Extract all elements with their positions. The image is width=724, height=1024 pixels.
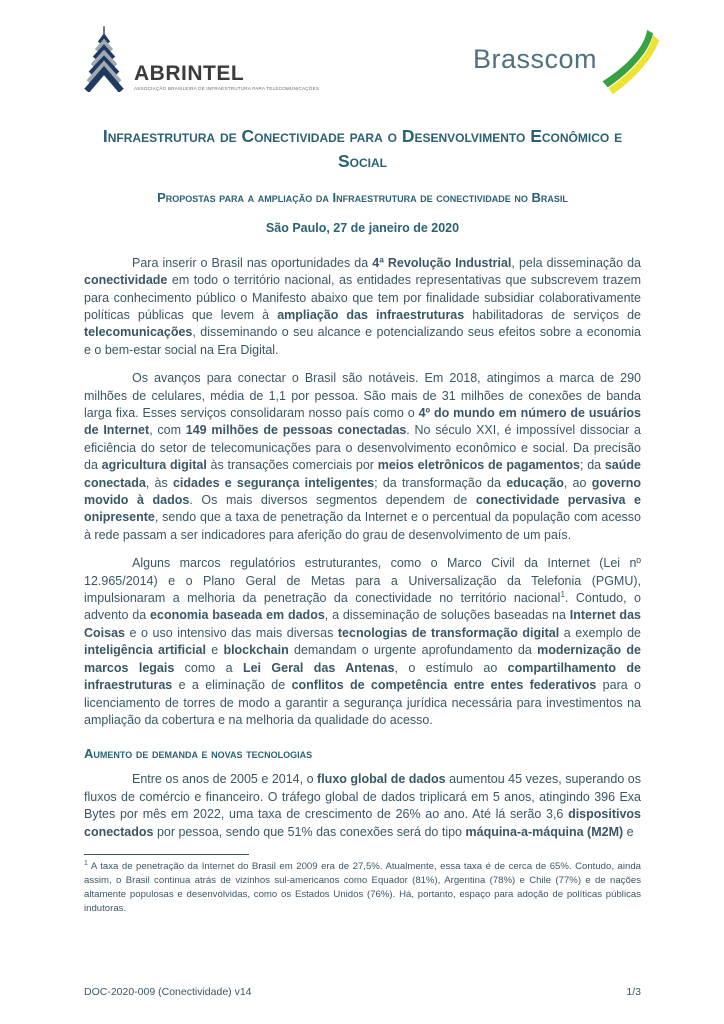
logo-row <box>78 26 661 108</box>
abrintel-wordmark: ABRINTEL <box>134 62 245 85</box>
footnote-separator <box>84 854 249 855</box>
page-title: Infraestrutura de Conectividade para o Desenvolvimento Econômico e Social <box>102 126 623 172</box>
section-heading: Aumento de demanda e novas tecnologias <box>84 746 313 762</box>
abrintel-tagline: ASSOCIAÇÃO BRASILEIRA DE INFRAESTRUTURA PARA TELECOMUNICAÇÕES <box>134 86 320 91</box>
document-body <box>84 255 641 841</box>
paragraph-2: Os avanços para conectar o Brasil são notáveis. Em 2018, atingimos a marca de 290 milhões de celulares, média de 1,1 por pessoa. São mais de 31 milhões de conexões de banda larga fixa. Esses serviços consolidaram nosso país como o 4º do mundo em número de usuários de Internet, com 149 milhões de pessoas conectadas. No século XXI, é impossível dissociar a eficiência do setor de telecomunicações para o desenvolvimento econômico e social. Da precisão da agricultura digital às transações comerciais por meios eletrônicos de pagamentos; da saúde conectada, às cidades e segurança inteligentes; da transformação da educação, ao governo movido à dados. Os mais diversos segmentos dependem de conectividade pervasiva e onipresente, sendo que a taxa de penetração da Internet e o percentual da população com acesso à rede passam a ser indicadores para aferição do grau de desenvolvimento de um país. <box>84 371 642 542</box>
paragraph-4: Entre os anos de 2005 e 2014, o fluxo global de dados aumentou 45 vezes, superando os fluxos de comércio e financeiro. O tráfego global de dados triplicará em 5 anos, atingindo 396 Exa Bytes por mês em 2022, uma taxa de crescimento de 26% ao ano. Até lá serão 3,6 dispositivos conectados por pessoa, sendo que 51% das conexões será do tipo máquina-a-máquina (M2M) e <box>84 772 641 839</box>
page-subtitle: Propostas para a ampliação da Infraestrutura de conectividade no Brasil <box>157 189 568 205</box>
page-footer <box>84 986 641 998</box>
paragraph-1: Para inserir o Brasil nas oportunidades da 4ª Revolução Industrial, pela disseminação da conectividade em todo o território nacional, as entidades representativas que subscrevem trazem para conhecimento público o Manifesto abaixo que tem por finalidade subsidiar colaborativamente políticas públicas que levem à ampliação das infraestruturas habilitadoras de serviços de telecomunicações, disseminando o seu alcance e potencializando seus efeitos sobre a economia e o bem-estar social na Era Digital. <box>84 255 642 357</box>
abrintel-tower-icon <box>78 26 130 97</box>
paragraph-3: Alguns marcos regulatórios estruturantes, como o Marco Civil da Internet (Lei nº 12.965/2014) e o Plano Geral de Metas para a Universalização da Telefonia (PGMU), impulsionaram a melhoria da penetração da conectividade no território nacional$^1$. Contudo, o advento da economia baseada em dados, a disseminação de soluções baseadas na Internet das Coisas e o uso intensivo das mais diversas tecnologias de transformação digital a exemplo de inteligência artificial e blockchain demandam o urgente aprofundamento da modernização de marcos legais como a Lei Geral das Antenas, o estímulo ao compartilhamento de infraestruturas e a eliminação de conflitos de competência entre entes federativos para o licenciamento de torres de modo a garantir a segurança jurídica necessária para investimentos na ampliação da cobertura e na melhoria da qualidade do acesso. <box>84 556 641 727</box>
footnote-text: $^1$ A taxa de penetração da Internet do Brasil em 2009 era de 27,5%. Atualmente, essa taxa é de cerca de 65%. Contudo, ainda assim, o Brasil continua atrás de vizinhos sul-americanos como Equador (81%), Argentina (78%) e Chile (77%) e de nações altamente populosas e desenvolvidas, como os Estados Unidos (76%). Há, portanto, espaço para adoção de políticas públicas indutoras. <box>84 859 641 914</box>
footer-doc-id: DOC-2020-009 (Conectividade) v14 <box>84 986 252 998</box>
dateline: São Paulo, 27 de janeiro de 2020 <box>265 220 460 235</box>
footer-page-number: 1/3 <box>626 986 641 998</box>
footnote <box>84 854 641 916</box>
brasscom-swoosh-icon <box>597 30 661 107</box>
brasscom-wordmark: Brasscom <box>472 44 597 74</box>
brasscom-logo <box>473 30 661 107</box>
abrintel-logo <box>78 26 319 97</box>
